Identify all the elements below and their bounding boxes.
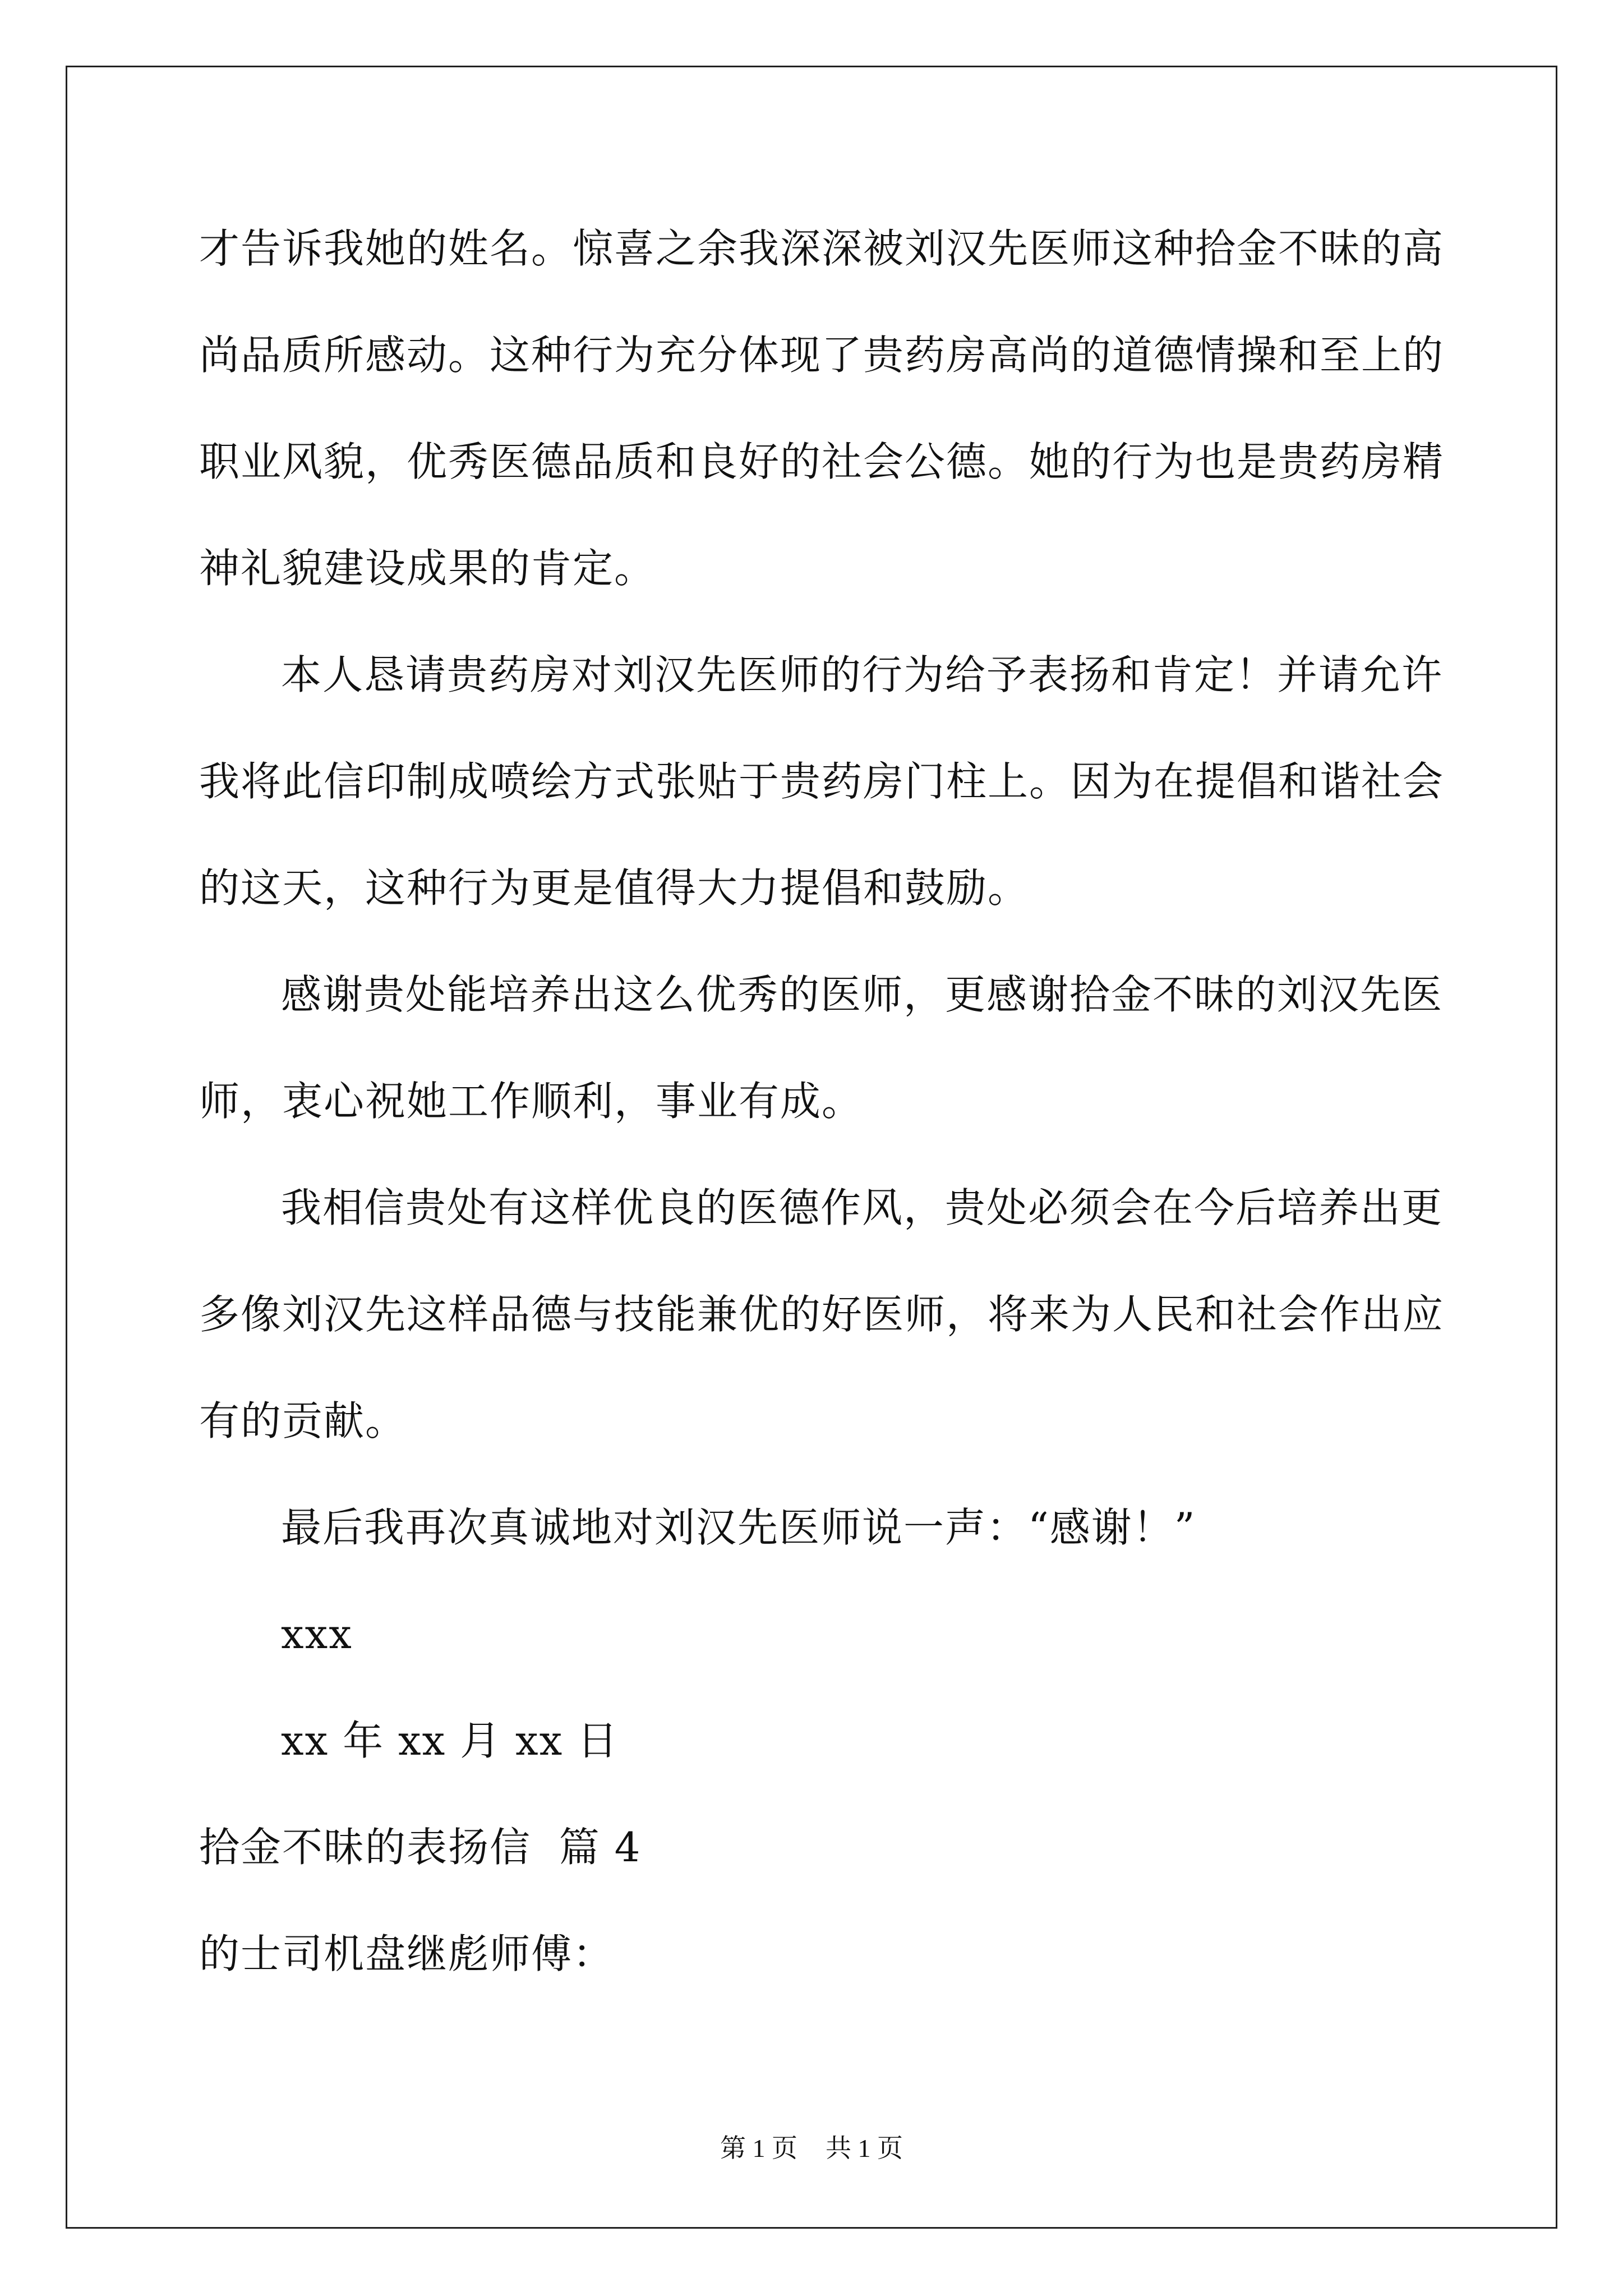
paragraph-line: 师，衷心祝她工作顺利，事业有成。 xyxy=(199,1078,864,1125)
paragraph-line: 感谢贵处能培养出这么优秀的医师，更感谢拾金不昧的刘汉先医 xyxy=(281,971,1444,1018)
closing-line: 最后我再次真诚地对刘汉先医师说一声：“感谢！” xyxy=(281,1504,1196,1551)
paragraph-line: 本人恳请贵药房对刘汉先医师的行为给予表扬和肯定！并请允许 xyxy=(281,651,1444,698)
page-total: 共 1 页 xyxy=(826,2134,903,2162)
page-border xyxy=(66,66,1557,2229)
paragraph-line: 我相信贵处有这样优良的医德作风，贵处必须会在今后培养出更 xyxy=(281,1184,1444,1231)
page-footer xyxy=(0,2132,1623,2165)
page-number: 第 1 页 xyxy=(720,2134,797,2162)
paragraph-line: 我将此信印制成喷绘方式张贴于贵药房门柱上。因为在提倡和谐社会 xyxy=(199,758,1445,805)
paragraph-line: 的这天，这种行为更是值得大力提倡和鼓励。 xyxy=(199,864,1030,912)
signature: xxx xyxy=(281,1611,353,1658)
date-line: xx 年 xx 月 xx 日 xyxy=(281,1717,619,1764)
paragraph-line: 职业风貌，优秀医德品质和良好的社会公德。她的行为也是贵药房精 xyxy=(199,438,1445,485)
paragraph-line: 多像刘汉先这样品德与技能兼优的好医师，将来为人民和社会作出应 xyxy=(199,1291,1445,1338)
paragraph-line: 神礼貌建设成果的肯定。 xyxy=(199,545,656,592)
section-heading: 拾金不昧的表扬信 篇 4 xyxy=(199,1824,642,1871)
salutation-line: 的士司机盘继彪师傅： xyxy=(199,1930,615,1977)
paragraph-line: 有的贡献。 xyxy=(199,1397,407,1444)
paragraph-line: 才告诉我她的姓名。惊喜之余我深深被刘汉先医师这种拾金不昧的高 xyxy=(199,225,1445,272)
paragraph-line: 尚品质所感动。这种行为充分体现了贵药房高尚的道德情操和至上的 xyxy=(199,332,1445,379)
